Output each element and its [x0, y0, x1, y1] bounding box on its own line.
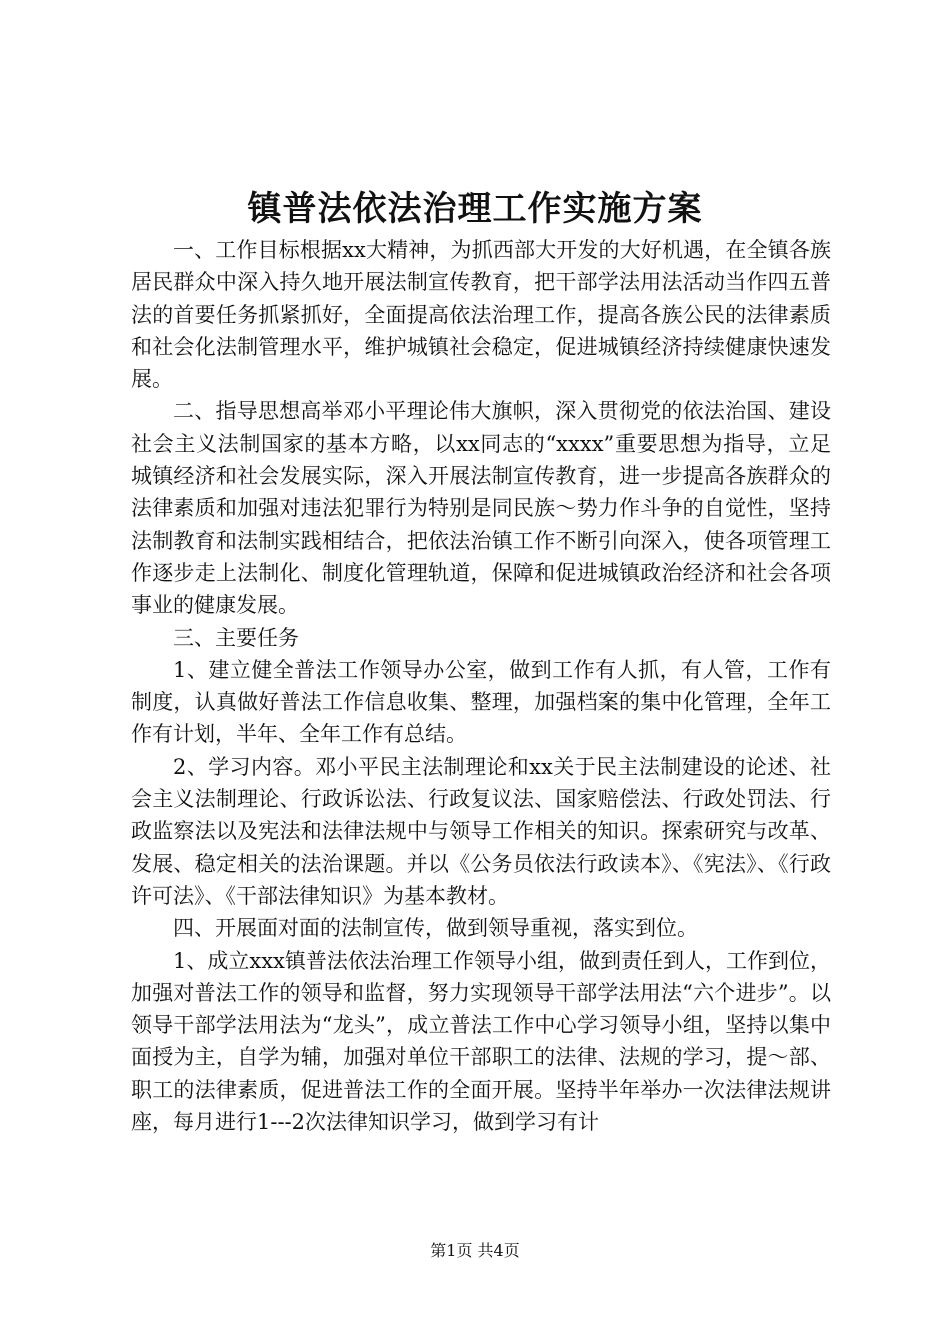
paragraph-goal: 一、工作目标根据xx大精神，为抓西部大开发的大好机遇，在全镇各族居民群众中深入持久地开展法制宣传教育，把干部学法用法活动当作四五普法的首要任务抓紧抓好，全面提高依法治理工作，提高各族公民的法律素质和社会化法制管理水平，维护城镇社会稳定，促进城镇经济持续健康快速发展。 — [131, 238, 831, 392]
paragraph-publicity-1: 1、成立xxx镇普法依法治理工作领导小组，做到责任到人，工作到位，加强对普法工作的领导和监督，努力实现领导干部学法用法“六个进步”。以领导干部学法用法为“龙头”，成立普法工作中心学习领导小组，坚持以集中面授为主，自学为辅，加强对单位干部职工的法律、法规的学习，提～部、职工的法律素质，促进普法工作的全面开展。坚持半年举办一次法律法规讲座，每月进行1---2次法律知识学习，做到学习有计 — [131, 948, 831, 1135]
heading-main-tasks: 三、主要任务 — [173, 625, 299, 650]
document-title: 镇普法依法治理工作实施方案 — [247, 189, 703, 229]
paragraph-task-1: 1、建立健全普法工作领导办公室，做到工作有人抓，有人管，工作有制度，认真做好普法工作信息收集、整理，加强档案的集中化管理，全年工作有计划，半年、全年工作有总结。 — [131, 657, 831, 747]
page-footer: 第1页 共4页 — [430, 1241, 520, 1260]
paragraph-task-2: 2、学习内容。邓小平民主法制理论和xx关于民主法制建设的论述、社会主义法制理论、行政诉讼法、行政复议法、国家赔偿法、行政处罚法、行政监察法以及宪法和法律法规中与领导工作相关的知识。探索研究与改革、发展、稳定相关的法治课题。并以《公务员依法行政读本》、《宪法》、《行政许可法》、《干部法律知识》为基本教材。 — [131, 754, 831, 908]
document-body — [131, 234, 831, 1138]
heading-publicity: 四、开展面对面的法制宣传，做到领导重视，落实到位。 — [173, 916, 698, 941]
paragraph-guiding-ideology: 二、指导思想高举邓小平理论伟大旗帜，深入贯彻党的依法治国、建设社会主义法制国家的基本方略，以xx同志的“xxxx”重要思想为指导，立足城镇经济和社会发展实际，深入开展法制宣传教育，进一步提高各族群众的法律素质和加强对违法犯罪行为特别是同民族～势力作斗争的自觉性，坚持法制教育和法制实践相结合，把依法治镇工作不断引向深入，使各项管理工作逐步走上法制化、制度化管理轨道，保障和促进城镇政治经济和社会各项事业的健康发展。 — [131, 399, 831, 618]
